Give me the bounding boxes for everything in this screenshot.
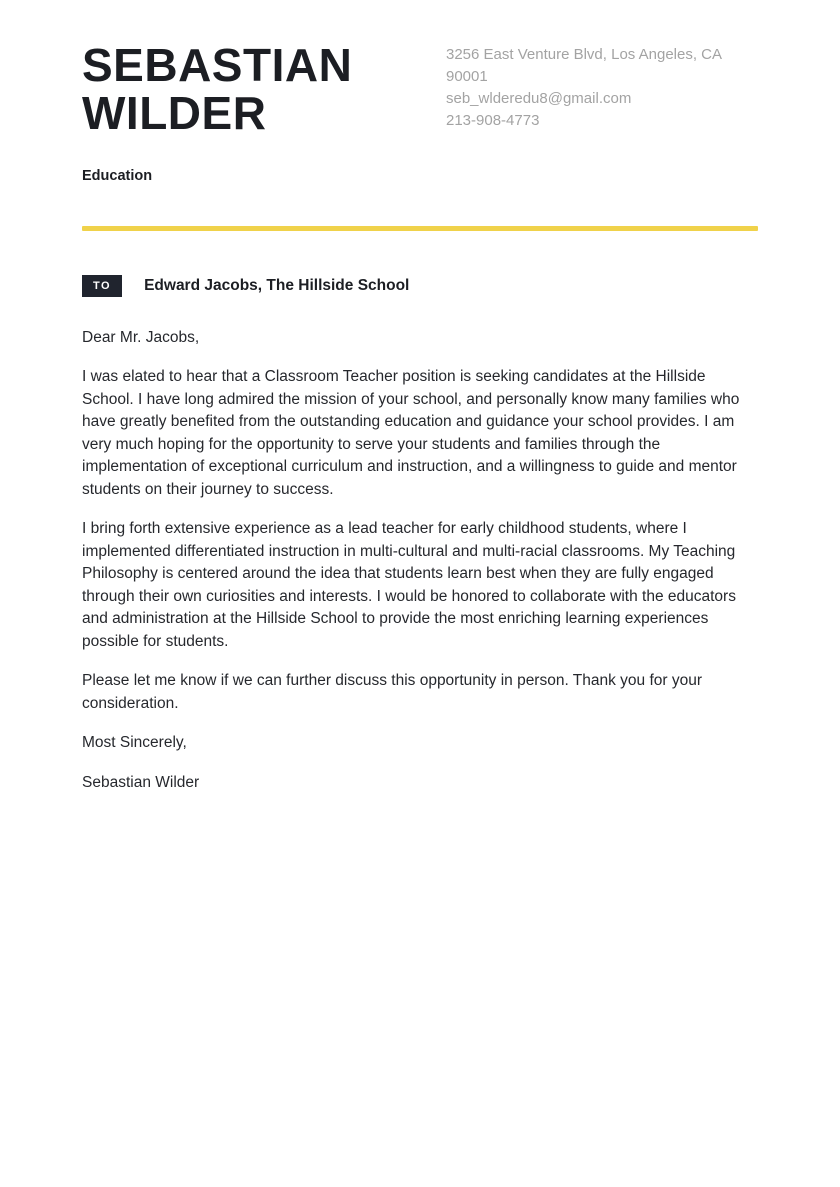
candidate-name [82,39,353,139]
letter-paragraph: I was elated to hear that a Classroom Teacher position is seeking candidates at the Hillside School. I have long admired the mission of your school, and personally know many families who have greatly benefited from the outstanding education and guidance your school provides. I am very much hoping for the opportunity to serve your students and families through the implementation of exceptional curriculum and instruction, and a willingness to guide and mentor students on their journey to success. [82,368,740,498]
closing: Most Sincerely, [82,734,187,752]
contact-phone: 213-908-4773 [446,112,540,129]
accent-divider [82,226,758,231]
contact-info [446,44,758,132]
letter-paragraph: I bring forth extensive experience as a lead teacher for early childhood students, where I implemented differentiated instruction in multi-cultural and multi-racial classrooms. My Teaching Philosophy is centered around the idea that students learn best when they are fully engaged through their own curiosities and interests. I would be honored to collaborate with the educators and administration at the Hillside School to provide the most enriching learning experiences possible for students. [82,520,736,650]
letter-paragraph: Please let me know if we can further discuss this opportunity in person. Thank you for your consideration. [82,672,703,712]
header [82,39,758,139]
contact-address: 3256 East Venture Blvd, Los Angeles, CA 90001 [446,46,722,85]
recipient-row [82,275,758,297]
salutation: Dear Mr. Jacobs, [82,328,200,346]
letter-body [82,327,758,795]
signature: Sebastian Wilder [82,773,200,791]
candidate-first-name: SEBASTIAN [82,39,353,91]
candidate-last-name: WILDER [82,86,267,139]
recipient-name: Edward Jacobs, The Hillside School [144,276,410,294]
contact-email: seb_wlderedu8@gmail.com [446,90,632,107]
section-label-education: Education [82,167,153,184]
to-badge: TO [82,275,122,297]
